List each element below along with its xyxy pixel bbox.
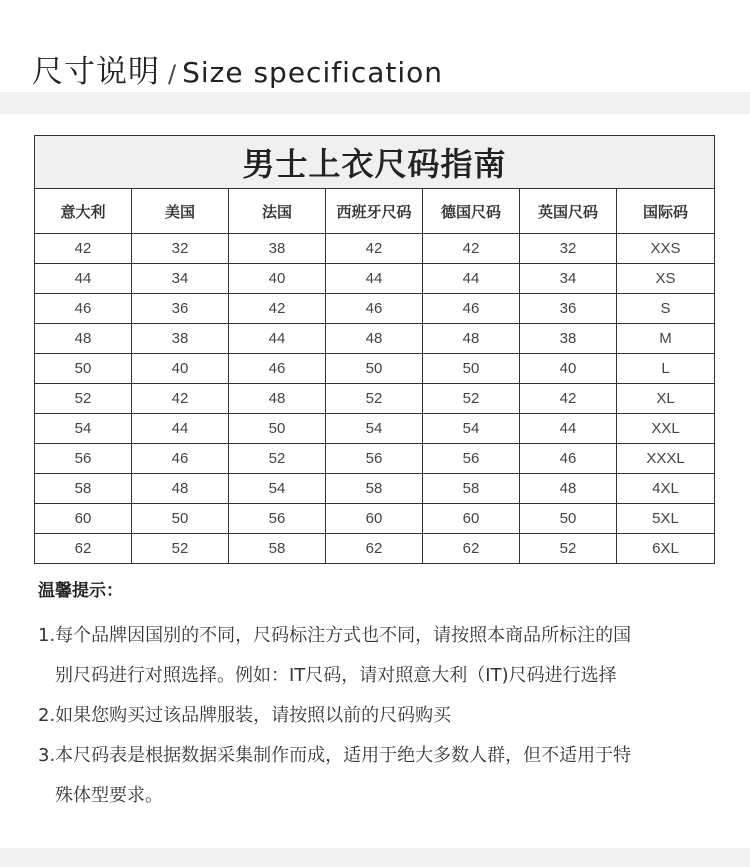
column-header-uk: 英国尺码 (520, 189, 617, 234)
table-row (35, 414, 715, 444)
table-cell: 32 (132, 234, 229, 264)
table-cell: 62 (35, 534, 132, 564)
table-cell: 48 (326, 324, 423, 354)
column-header-us: 美国 (132, 189, 229, 234)
table-cell: 58 (229, 534, 326, 564)
table-cell: 50 (132, 504, 229, 534)
table-row (35, 234, 715, 264)
table-cell: 52 (326, 384, 423, 414)
table-cell: L (617, 354, 715, 384)
table-cell: 34 (132, 264, 229, 294)
table-cell: 46 (132, 444, 229, 474)
table-cell: 52 (35, 384, 132, 414)
table-cell: XXXL (617, 444, 715, 474)
table-row (35, 294, 715, 324)
size-chart-table (34, 135, 715, 564)
tips-section (38, 578, 728, 816)
table-cell: XL (617, 384, 715, 414)
table-cell: 42 (229, 294, 326, 324)
table-cell: 52 (423, 384, 520, 414)
table-cell: 40 (229, 264, 326, 294)
table-row (35, 264, 715, 294)
table-row (35, 324, 715, 354)
table-cell: 42 (35, 234, 132, 264)
table-cell: 32 (520, 234, 617, 264)
table-cell: 58 (423, 474, 520, 504)
table-cell: 48 (35, 324, 132, 354)
tip-line-3: 3.本尺码表是根据数据采集制作而成，适用于绝大多数人群，但不适用于特 (38, 745, 632, 766)
table-cell: 48 (132, 474, 229, 504)
table-cell: 46 (326, 294, 423, 324)
table-cell: 50 (326, 354, 423, 384)
table-cell: 52 (132, 534, 229, 564)
table-cell: 46 (423, 294, 520, 324)
table-row (35, 534, 715, 564)
table-cell: 36 (132, 294, 229, 324)
table-cell: 44 (326, 264, 423, 294)
table-cell: 56 (35, 444, 132, 474)
table-cell: 6XL (617, 534, 715, 564)
table-cell: 40 (520, 354, 617, 384)
tip-line-1: 1.每个品牌因国别的不同，尺码标注方式也不同，请按照本商品所标注的国 (38, 625, 632, 646)
table-cell: 42 (520, 384, 617, 414)
table-cell: 62 (423, 534, 520, 564)
table-cell: 34 (520, 264, 617, 294)
table-cell: 50 (423, 354, 520, 384)
table-cell: 44 (35, 264, 132, 294)
table-cell: 58 (326, 474, 423, 504)
size-chart-body (35, 234, 715, 564)
table-cell: 54 (423, 414, 520, 444)
tips-body (38, 616, 728, 816)
table-cell: 42 (326, 234, 423, 264)
column-header-germany: 德国尺码 (423, 189, 520, 234)
table-cell: 50 (229, 414, 326, 444)
table-cell: 60 (423, 504, 520, 534)
table-cell: 54 (229, 474, 326, 504)
table-cell: 50 (520, 504, 617, 534)
table-cell: 44 (423, 264, 520, 294)
page-header (32, 46, 444, 90)
table-cell: 44 (132, 414, 229, 444)
table-cell: 44 (229, 324, 326, 354)
column-header-international: 国际码 (617, 189, 715, 234)
table-cell: 60 (35, 504, 132, 534)
table-cell: M (617, 324, 715, 354)
column-header-france: 法国 (229, 189, 326, 234)
table-cell: 38 (132, 324, 229, 354)
table-cell: 36 (520, 294, 617, 324)
table-cell: 44 (520, 414, 617, 444)
table-cell: XXS (617, 234, 715, 264)
page-title-en: Size specification (182, 56, 444, 89)
tip-line-2: 2.如果您购买过该品牌服装，请按照以前的尺码购买 (38, 705, 452, 726)
table-cell: 56 (423, 444, 520, 474)
table-cell: 60 (326, 504, 423, 534)
tip-line-1-continued: 别尺码进行对照选择。例如：IT尺码，请对照意大利（IT)尺码进行选择 (55, 665, 617, 686)
table-row (35, 354, 715, 384)
table-row (35, 444, 715, 474)
table-cell: 42 (423, 234, 520, 264)
table-cell: 48 (229, 384, 326, 414)
table-cell: XS (617, 264, 715, 294)
table-cell: 52 (520, 534, 617, 564)
title-separator: / (168, 60, 177, 88)
table-cell: 46 (229, 354, 326, 384)
column-header-italy: 意大利 (35, 189, 132, 234)
table-cell: 62 (326, 534, 423, 564)
size-chart-title: 男士上衣尺码指南 (35, 136, 715, 189)
table-cell: 56 (229, 504, 326, 534)
table-cell: 48 (520, 474, 617, 504)
tip-line-3-continued: 殊体型要求。 (55, 785, 163, 806)
table-cell: XXL (617, 414, 715, 444)
table-cell: 50 (35, 354, 132, 384)
table-row (35, 474, 715, 504)
table-cell: 4XL (617, 474, 715, 504)
column-header-spain: 西班牙尺码 (326, 189, 423, 234)
divider-band-top (0, 92, 750, 114)
table-cell: S (617, 294, 715, 324)
table-row (35, 384, 715, 414)
table-cell: 54 (35, 414, 132, 444)
page-title-cn: 尺寸说明 (32, 54, 160, 90)
table-cell: 38 (229, 234, 326, 264)
table-row (35, 504, 715, 534)
table-cell: 58 (35, 474, 132, 504)
table-cell: 42 (132, 384, 229, 414)
table-cell: 48 (423, 324, 520, 354)
table-cell: 5XL (617, 504, 715, 534)
table-cell: 54 (326, 414, 423, 444)
table-cell: 56 (326, 444, 423, 474)
tips-title: 温馨提示： (38, 581, 123, 601)
divider-band-bottom (0, 848, 750, 867)
table-cell: 46 (35, 294, 132, 324)
table-cell: 52 (229, 444, 326, 474)
table-cell: 40 (132, 354, 229, 384)
table-cell: 46 (520, 444, 617, 474)
table-cell: 38 (520, 324, 617, 354)
column-header-row (35, 189, 715, 234)
